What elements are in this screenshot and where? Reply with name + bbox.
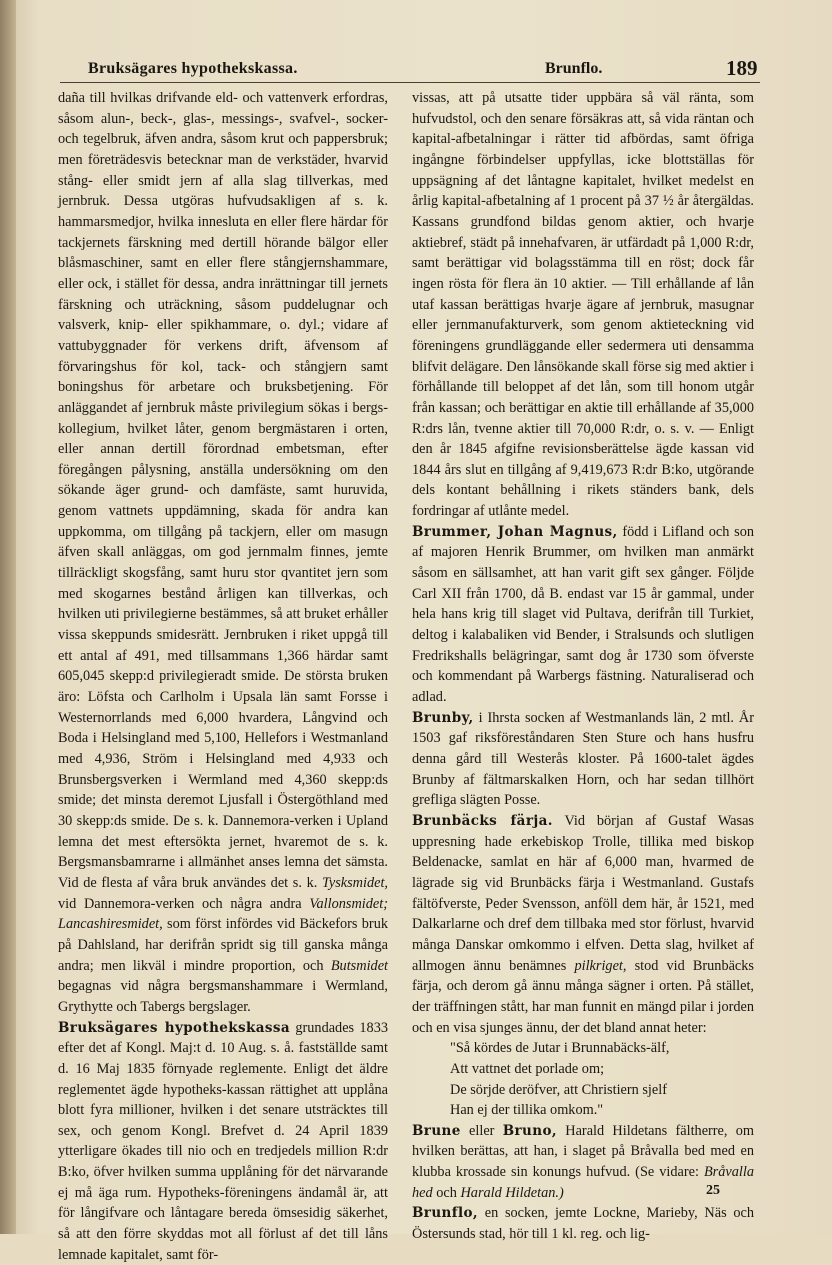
headword: Bruksägares hypothekskassa xyxy=(58,1019,291,1036)
header-rule xyxy=(60,82,760,83)
entry-brune: Brune eller Bruno, Harald Hildetans fältherre, om hvilken berättas, att han, i slaget på Bråvalla bed med en klubba krossade sin konungs hufvud. (Se vidare: Bråvalla hed och Harald Hildetan.) xyxy=(412,1122,755,1201)
headword: Brune xyxy=(412,1122,461,1139)
entry-jernbruk-continued: daña till hvilkas drifvande eld- och vattenverk erfordras, såsom alun-, beck-, glas-, messings-, svafvel-, socker- och tegelbruk, äfven andra, såsom krut och pappersbruk; men företrädesvis betecknar man de verkstäder, hvarvid stång- eller smidt jern af alla slag tillverkas, med jernbruk. Dessa utgöras hufvudsakligen af s. k. hammarsmedjor, hvilka inneslutа en eller flere härdar för tackjernets färskning med dertill hörande bälgor eller blåsmaschiner, samt en eller flere stångjernshammare, eller ock, i stället för dessa, andra inrättningar till jernets färskning och uträckning, såsom puddelugnar och valsverk, knip- eller spikhammare, o. dyl.; vidare af vattubyggnader för verkens drift, äfvensom af förvaringshus för kol, tack- och stångjern samt boningshus för arbetare och bruksbetjening. För anläggandet af jernbruk måste privilegium sökas i bergs-kollegium, hvilket låter, genom bergmästaren i orten, eller annan dertill förordnad embetsman, efter föregången pålysning, anställa undersökning om den sökande äger grund- och damfäste, samt huruvida, genom vattnets uppdämning, skada för andra kan uppkomma, om tillgång på tackjern, eller om masugn äfven skall anläggas, om god jernmalm finnes, jemte tillräckligt skogsfång, samt huru stor qvantitet jern som med skogarnes bestånd årligen kan tillverkas, och hvilken uti privilegierne bestämmes, så att bruket erhåller vissa skeppunds smidesrätt. Jernbruken i riket uppgå till ett antal af 491, med tillsammans 1,366 härdar samt 605,045 skepp:d privilegieradt smide. De största bruken äro: Löfsta och Carlholm i Upsala län samt Forsse i Westernorrlands med 6,000 hvardera, Långvind och Boda i Helsingland med 5,100, Hellefors i Westmanland med 4,936, Ström i Helsingland med 4,933 och Brunsbergsverken i Wermland med 4,360 skepp:ds smide; det minsta deremot Ljusfall i Östergöthland med 30 skepp:ds smide. De s. k. Dannemora-verken i Upland lemna det mest eftersökta jernet, hvaremot de s. k. Bergsmansbamrarne i allmänhet anses lemna det sämsta. Vid de flesta af våra bruk användes det s. k. Tysksmidet, vid Dannemora-verken och några andra Vallonsmidet; Lancashiresmidet, som först infördes vid Bäckefors bruk på Dahlsland, har derifrån spridt sig till ganska många andra; men likväl i mindre proportion, och Butsmidet begagnas vid några bergsmanshammare i Wermland, Grythytte och Tabergs bergslager. xyxy=(58,90,389,1015)
headword: Bruno, xyxy=(502,1122,557,1139)
verse-line: Han ej der tillika omkom." xyxy=(450,1102,604,1119)
verse-line: De sörjde deröfver, att Christiern sjelf xyxy=(450,1081,667,1098)
running-head-center: Brunflo. xyxy=(545,60,603,77)
headword: Brummer, Johan Magnus, xyxy=(412,523,618,540)
entry-brunbacks-farja: Brunbäcks färja. Vid början af Gustaf Wasas uppresning hade erkebiskop Trolle, tillika med biskop Beldenacke, samlat en här af 6,000 man, hvarmed de lägrade sig vid Brunbäcks färja i Westmanland. Gustafs fältöfverste, Peder Svensson, anföll dem här, år 1521, med Dalkarlarne och dref dem tillbaka med stor förlust, hvarvid många Danskar omkommo i elfven. Detta slag, hvilket af allmogen ännu benämnes pilkriget, stod vid Brunbäcks färja, och derom gå ännu många sägner i orten. På stället, der träffningen stått, har man funnit en mängd pilar i jorden och en visa sjunges ännu, der det bland annat heter: xyxy=(412,812,754,1036)
quoted-verse xyxy=(412,1038,754,1121)
signature-mark: 25 xyxy=(706,1183,720,1198)
headword: Brunflo, xyxy=(412,1205,478,1222)
verse-line: "Så kördes de Jutar i Brunnabäcks-älf, xyxy=(450,1040,670,1057)
page-binding xyxy=(0,0,16,1234)
page-number: 189 xyxy=(726,56,758,80)
verse-line: Att vattnet det porlade om; xyxy=(450,1060,605,1077)
entry-brunby: Brunby, i Ihrsta socken af Westmanlands län, 2 mtl. År 1503 gaf riksföreståndaren Sten Sture och hans husfru denna gård till Westerås kloster. På 1600-talet ägdes Brunby af fältmarskalken Horn, och har sedan tillhört grefliga slägten Posse. xyxy=(412,709,755,809)
headword: Brunbäcks färja. xyxy=(412,812,553,829)
entry-bruksagares-hypothekskassa: Bruksägares hypothekskassa grundades 1833 efter det af Kongl. Maj:t d. 10 Aug. s. å. fastställde samt d. 16 Maj 1835 förnyade reglemente. Enligt det äldre reglementet ägde hypotheks-kassan rättighet att upplåna blott fyra millioner, hvilken i det senare utsträcktes till sex, och genom Kongl. Brefvet d. 24 April 1839 ytterligare ökades till nio och en tredjedels million R:dr B:ko, öfver hvilken summa upplåning för det närvarande ej må äga rum. Hypotheks-föreningens ändamål är, att för långifvare och låntagare bereda ömsesidig säkerhet, så att den förre skyddas mot all förlust af det till låns lemnade kapitalet, samt för- xyxy=(58,1019,388,1263)
running-head-left: Bruksägares hypothekskassa. xyxy=(88,60,298,77)
entry-hypothekskassa-continued: vissas, att på utsatte tider uppbära så väl ränta, som hufvudstol, och den senare försäkras att, så vida räntan och kapital-afbetalningar i rätter tid afbördas, samt öfriga ingångne förbindelser uppfyllas, icke blottställas för uppsägning af det låntagne kapitalet, hvilket medelst en årlig kapital-afbetalning af 1 procent på 37 ½ år återgäldas. Kassans grundfond bildas genom aktier, och hvarje aktiebref, städt på innehafvaren, är utfärdadt på 1,000 R:dr, samt berättigar vid bolagsstämma till en röst; dock får ingen rösta för flera än 10 aktier. — Till erhållande af lån utaf kassan berättigas hvarje ägare af jernbruk, masugnar eller jernmanufakturverk, som genom aktieteckning vid föreningens grundläggande eller sedermera uti densamma blifvit delägare. Den lånsökande skall förse sig med aktier i förhållande till beloppet af det lån, som till honom utgår från kassan; och berättigar en aktie till erhållande af 35,000 R:drs lån, tvenne aktier till 70,000 R:dr, o. s. v. — Enligt den år 1845 afgifne revisionsberättelse ägde kassan vid 1844 års slut en tillgång af 9,419,673 R:dr B:ko, utgörande dels kontant behållning i rikets ständers bank, dels fordringar af utlånte medel. xyxy=(412,90,754,520)
entry-brunflo: Brunflo, en socken, jemte Lockne, Marieby, Näs och Östersunds stad, hör till 1 kl. reg. och lig- xyxy=(412,1205,755,1243)
headword: Brunby, xyxy=(412,709,474,726)
entry-brummer: Brummer, Johan Magnus, född i Lifland och son af majoren Henrik Brummer, om hvilken man anmärkt såsom en sällsamhet, att han varit gift sex gånger. Följde Carl XII från 1700, då B. endast var 15 år gammal, under hela hans krig till slaget vid Pultava, derifrån till Turkiet, deltog i kalabaliken vid Bender, i Stralsunds och slutligen Fredrikshalls belägringar, samt dog år 1730 som öfverste och kommendant på Warbergs fästning. Naturaliserad och adlad. xyxy=(412,523,755,706)
left-column xyxy=(58,88,388,1265)
right-column xyxy=(412,88,754,1245)
